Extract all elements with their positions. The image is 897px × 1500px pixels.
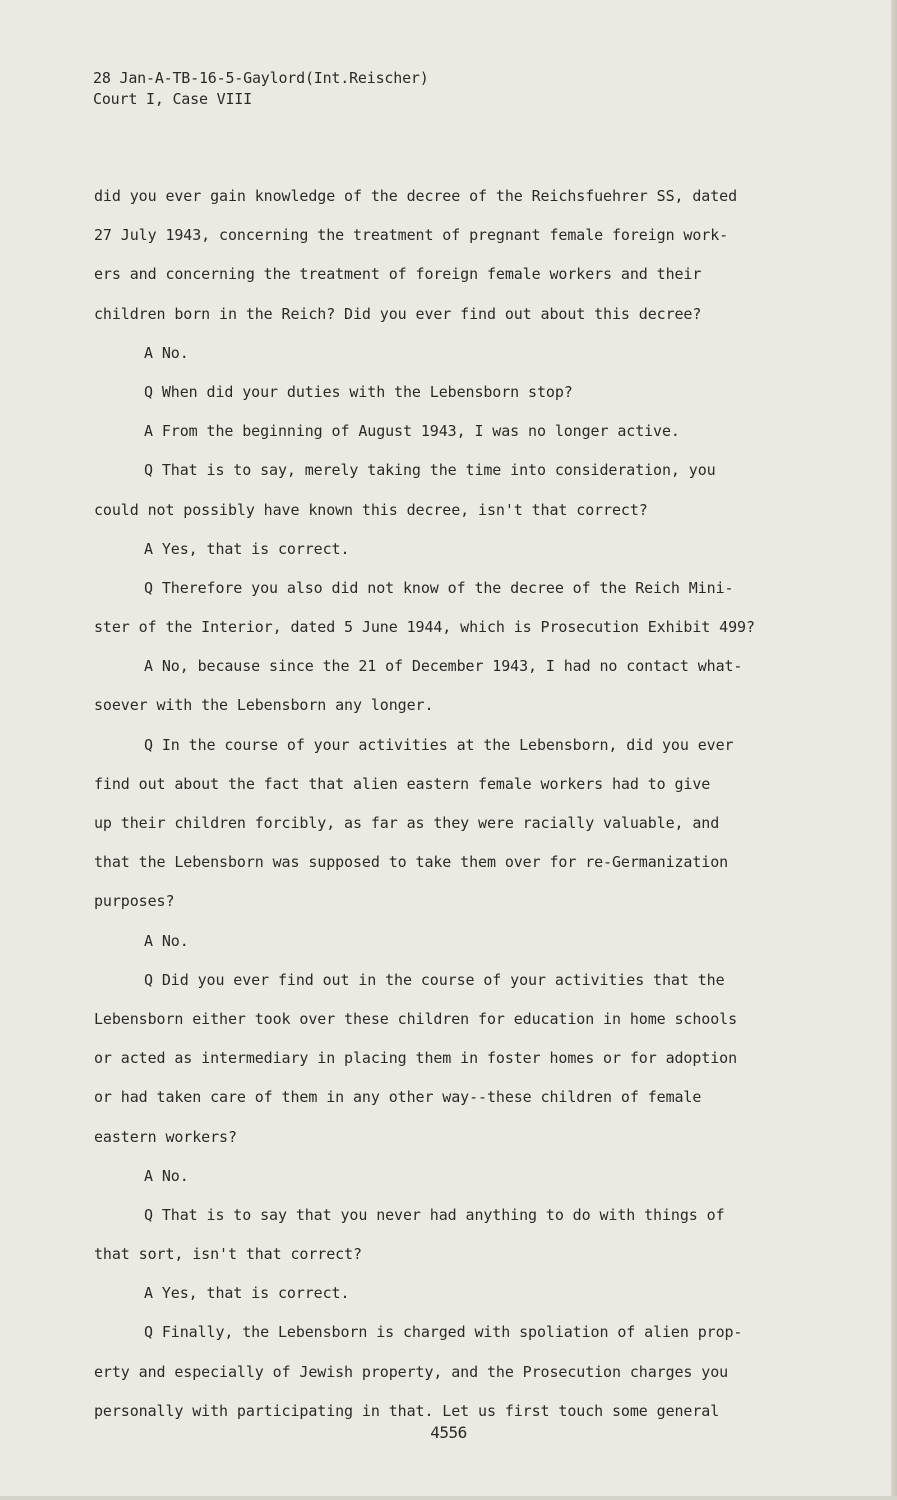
transcript-line: ster of the Interior, dated 5 June 1944, which is Prosecution Exhibit 499?	[94, 618, 755, 637]
transcript-line: that sort, isn't that correct?	[94, 1245, 362, 1264]
transcript-line: could not possibly have known this decree, isn't that correct?	[94, 500, 648, 519]
transcript-line: or had taken care of them in any other way--these children of female	[94, 1088, 702, 1107]
transcript-line: A No.	[144, 1166, 189, 1185]
transcript-body	[94, 177, 814, 1431]
transcript-line: Q That is to say, merely taking the time into consideration, you	[144, 461, 716, 480]
transcript-line: that the Lebensborn was supposed to take them over for re-Germanization	[94, 853, 729, 872]
transcript-line: find out about the fact that alien eastern female workers had to give	[94, 774, 711, 793]
transcript-line: Q In the course of your activities at the Lebensborn, did you ever	[144, 735, 734, 754]
page-number: 4556	[430, 1423, 467, 1442]
transcript-line: Q Finally, the Lebensborn is charged with spoliation of alien prop-	[144, 1323, 743, 1342]
transcript-line: purposes?	[94, 892, 175, 911]
transcript-line: ers and concerning the treatment of foreign female workers and their	[94, 265, 702, 284]
document-header	[93, 68, 429, 110]
transcript-line: did you ever gain knowledge of the decree of the Reichsfuehrer SS, dated	[94, 187, 738, 205]
page-edge-bottom	[0, 1496, 897, 1500]
transcript-line: 27 July 1943, concerning the treatment of pregnant female foreign work-	[94, 226, 729, 245]
transcript-line: eastern workers?	[94, 1127, 237, 1146]
header-reference-line: 28 Jan-A-TB-16-5-Gaylord(Int.Reischer)	[93, 69, 429, 87]
transcript-line: Q Did you ever find out in the course of your activities that the	[144, 970, 725, 989]
transcript-line: A Yes, that is correct.	[144, 1284, 350, 1303]
transcript-line: erty and especially of Jewish property, and the Prosecution charges you	[94, 1362, 729, 1381]
transcript-line: Q That is to say that you never had anything to do with things of	[144, 1205, 725, 1224]
transcript-line: A Yes, that is correct.	[144, 539, 350, 558]
header-court-line: Court I, Case VIII	[93, 90, 252, 108]
transcript-line: Q When did your duties with the Lebensborn stop?	[144, 382, 573, 401]
transcript-line: Q Therefore you also did not know of the decree of the Reich Mini-	[144, 578, 734, 597]
transcript-line: A No.	[144, 343, 189, 362]
page-edge-right	[891, 0, 897, 1500]
transcript-line: up their children forcibly, as far as they were racially valuable, and	[94, 814, 720, 832]
transcript-line: Lebensborn either took over these children for education in home schools	[94, 1009, 738, 1028]
transcript-line: A From the beginning of August 1943, I was no longer active.	[144, 422, 680, 441]
transcript-line: children born in the Reich? Did you ever find out about this decree?	[94, 304, 702, 323]
transcript-line: personally with participating in that. Let us first touch some general	[94, 1401, 720, 1420]
transcript-line: or acted as intermediary in placing them in foster homes or for adoption	[94, 1049, 738, 1068]
transcript-line: A No.	[144, 931, 189, 950]
transcript-line: A No, because since the 21 of December 1943, I had no contact what-	[144, 657, 743, 676]
transcript-line: soever with the Lebensborn any longer.	[94, 696, 434, 715]
